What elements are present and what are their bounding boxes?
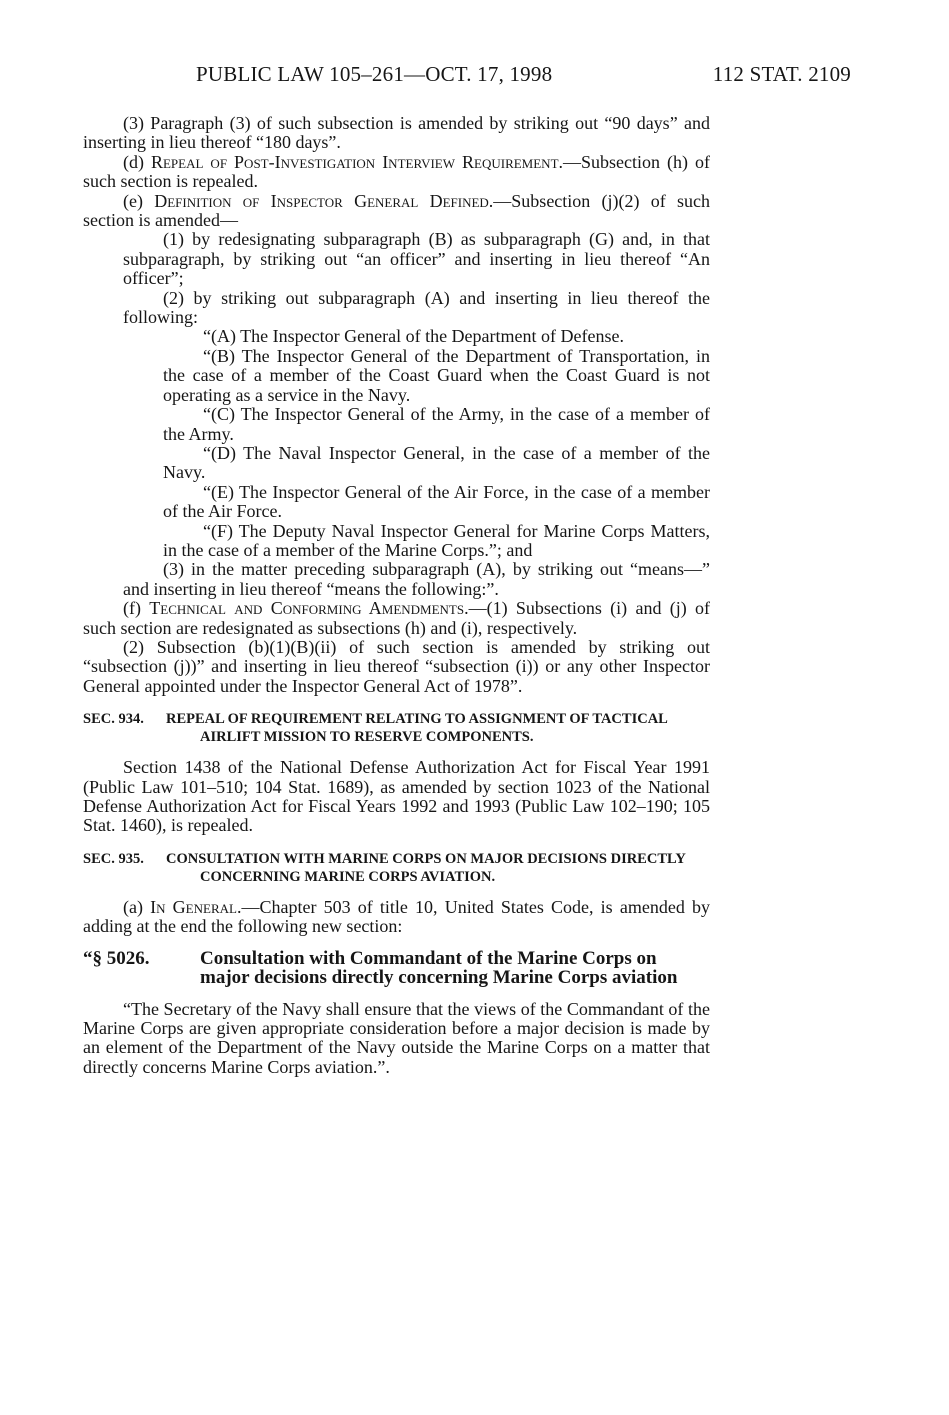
section-5026-text: “The Secretary of the Navy shall ensure that the views of the Commandant of the Marine Corps are given appropriate consideration before a major decision is made by an element of the Department of the Navy outside the Marine Corps on a matter that directly concerns Marine Corps aviation.”. [83,998,710,1077]
quoted-subparagraph-b: “(B) The Inspector General of the Department of Transportation, in the case of a member of the Coast Guard when the Coast Guard is not operating as a service in the Navy. [163,345,710,405]
subsection-f: (f) Technical and Conforming Amendments.—(1) Subsections (i) and (j) of such section are redesignated as subsections (h) and (i), respectively. [83,598,711,638]
clause-1: (1) by redesignating subparagraph (B) as subparagraph (G) and, in that subparagraph, by striking out “an officer” and inserting in lieu thereof “An officer”; [123,229,710,289]
section-935-a: (a) In General.—Chapter 503 of title 10, United States Code, is amended by adding at the end the following new section: [83,896,710,937]
header-title: PUBLIC LAW 105–261—OCT. 17, 1998 [196,62,553,86]
subsection-f-heading: Technical and Conforming Amendments. [149,598,469,619]
section-935-heading: SEC. 935. CONSULTATION WITH MARINE CORPS ON MAJOR DECISIONS DIRECTLY CONCERNING MARINE CORPS AVIATION. [83,850,686,885]
quoted-subparagraph-e: “(E) The Inspector General of the Air Force, in the case of a member of the Air Force. [163,481,710,522]
subsection-e-heading: Definition of Inspector General Defined. [154,190,494,211]
statute-page: 112 STAT. 2109 [712,62,851,86]
section-934-text: Section 1438 of the National Defense Authorization Act for Fiscal Year 1991 (Public Law 101–510; 104 Stat. 1689), as amended by section 1023 of the National Defense Authorization Act for Fiscal Years 1992 and 1993 (Public Law 102–190; 105 Stat. 1460), is repealed. [83,757,710,836]
quoted-subparagraph-f: “(F) The Deputy Naval Inspector General for Marine Corps Matters, in the case of a member of the Marine Corps.”; and [163,520,710,560]
page-header [196,62,851,87]
clause-3: (3) in the matter preceding subparagraph (A), by striking out “means—” and inserting in lieu thereof “means the following:”. [123,559,710,599]
quoted-subparagraph-d: “(D) The Naval Inspector General, in the case of a member of the Navy. [163,442,710,483]
subsection-e: (e) Definition of Inspector General Defined.—Subsection (j)(2) of such section is amended— [83,190,710,231]
subsection-d: (d) Repeal of Post-Investigation Interview Requirement.—Subsection (h) of such section is repealed. [83,151,710,192]
subsection-f-2: (2) Subsection (b)(1)(B)(ii) of such section is amended by striking out “subsection (j))” and inserting in lieu thereof “subsection (i)) or any other Inspector General appointed under the Inspector General Act of 1978”. [83,636,710,696]
section-934-heading: SEC. 934. REPEAL OF REQUIREMENT RELATING TO ASSIGNMENT OF TACTICAL AIRLIFT MISSION TO RESERVE COMPONENTS. [83,711,668,746]
quoted-subparagraph-a: “(A) The Inspector General of the Department of Defense. [203,326,624,347]
quoted-subparagraph-c: “(C) The Inspector General of the Army, in the case of a member of the Army. [163,404,710,444]
document-body [83,114,710,1077]
subsection-d-heading: Repeal of Post-Investigation Interview Requirement. [150,151,564,172]
paragraph-3-amend: (3) Paragraph (3) of such subsection is amended by striking out “90 days” and inserting in lieu thereof “180 days”. [83,113,710,153]
clause-2: (2) by striking out subparagraph (A) and inserting in lieu thereof the following: [123,287,710,328]
section-5026-heading: “§ 5026. Consultation with Commandant of the Marine Corps on major decisions directly concerning Marine Corps aviation [83,947,678,989]
section-935-a-heading: In General. [150,896,242,917]
